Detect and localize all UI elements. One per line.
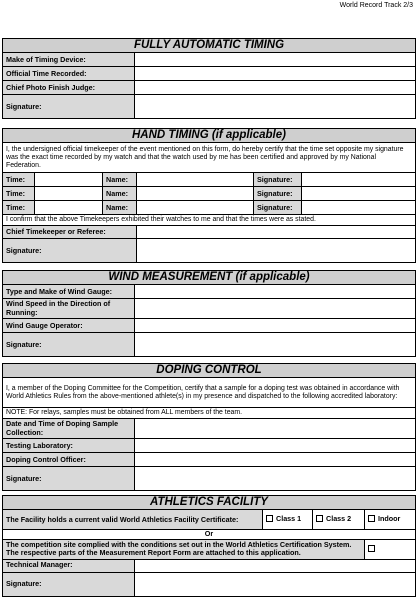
signature-field[interactable] <box>302 187 416 201</box>
class-1-option[interactable]: Class 1 <box>266 515 301 523</box>
athletics-facility-section <box>2 495 416 597</box>
hand-timing-section <box>2 128 416 263</box>
fully-automatic-timing-section <box>2 38 416 119</box>
wind-gauge-operator-field[interactable] <box>135 319 416 333</box>
section-title: WIND MEASUREMENT (if applicable) <box>3 271 416 285</box>
section-title: DOPING CONTROL <box>3 364 416 378</box>
wind-signature-label: Signature: <box>3 333 135 357</box>
name-field[interactable] <box>137 201 254 215</box>
wind-speed-label: Wind Speed in the Direction of Running: <box>3 299 135 319</box>
name-label: Name: <box>103 201 137 215</box>
time-label: Time: <box>3 187 35 201</box>
class-1-checkbox[interactable] <box>266 515 273 522</box>
chief-timekeeper-field[interactable] <box>137 226 416 239</box>
sample-collection-field[interactable] <box>135 419 416 439</box>
doping-intro: I, a member of the Doping Committee for the Competition, certify that a sample for a doping test was obtained in accordance with World Athletics Rules from the above-mentioned athlete(s) in my presence and dispatched to the following accredited laboratory: <box>3 378 416 408</box>
time-label: Time: <box>3 173 35 187</box>
wind-gauge-type-label: Type and Make of Wind Gauge: <box>3 285 135 299</box>
class-2-checkbox[interactable] <box>316 515 323 522</box>
signature-field[interactable] <box>302 201 416 215</box>
doping-officer-label: Doping Control Officer: <box>3 453 135 467</box>
facility-certificate-label: The Facility holds a current valid World Athletics Facility Certificate: <box>3 510 263 530</box>
timing-device-field[interactable] <box>135 53 416 67</box>
photo-finish-judge-label: Chief Photo Finish Judge: <box>3 81 135 95</box>
section-title: FULLY AUTOMATIC TIMING <box>3 39 416 53</box>
name-field[interactable] <box>137 187 254 201</box>
hand-timing-intro: I, the undersigned official timekeeper of the event mentioned on this form, do hereby certify that the time set opposite my signature was the exact time recorded by my watch and that the watch used by me has been certified and approved by my National Federation. <box>3 143 416 173</box>
hand-signature-label: Signature: <box>3 239 137 263</box>
technical-manager-field[interactable] <box>135 559 416 572</box>
hand-signature-field[interactable] <box>137 239 416 263</box>
time-label: Time: <box>3 201 35 215</box>
doping-relay-note: NOTE: For relays, samples must be obtained from ALL members of the team. <box>3 408 416 419</box>
signature-label: Signature: <box>254 187 302 201</box>
doping-officer-field[interactable] <box>135 453 416 467</box>
photo-finish-judge-field[interactable] <box>135 81 416 95</box>
indoor-option[interactable]: Indoor <box>368 515 400 523</box>
time-field[interactable] <box>35 187 103 201</box>
section-title: HAND TIMING (if applicable) <box>3 129 416 143</box>
time-field[interactable] <box>35 201 103 215</box>
fat-signature-label: Signature: <box>3 95 135 119</box>
name-label: Name: <box>103 187 137 201</box>
timekeeper-confirmation: I confirm that the above Timekeepers exhibited their watches to me and that the times were as stated. <box>3 215 416 226</box>
name-field[interactable] <box>137 173 254 187</box>
technical-manager-label: Technical Manager: <box>3 559 135 572</box>
time-field[interactable] <box>35 173 103 187</box>
chief-timekeeper-label: Chief Timekeeper or Referee: <box>3 226 137 239</box>
wind-speed-field[interactable] <box>135 299 416 319</box>
facility-signature-field[interactable] <box>135 572 416 596</box>
site-compliance-checkbox[interactable] <box>368 545 375 552</box>
indoor-checkbox[interactable] <box>368 515 375 522</box>
wind-gauge-operator-label: Wind Gauge Operator: <box>3 319 135 333</box>
sample-collection-label: Date and Time of Doping Sample Collection: <box>3 419 135 439</box>
testing-laboratory-field[interactable] <box>135 439 416 453</box>
wind-measurement-section <box>2 270 416 357</box>
site-compliance-label: The competition site complied with the conditions set out in the World Athletics Certification System. The respective parts of the Measurement Report Form are attached to this application. <box>3 539 365 559</box>
doping-signature-label: Signature: <box>3 467 135 491</box>
name-label: Name: <box>103 173 137 187</box>
section-title: ATHLETICS FACILITY <box>3 496 416 510</box>
official-time-field[interactable] <box>135 67 416 81</box>
facility-signature-label: Signature: <box>3 572 135 596</box>
doping-control-section <box>2 363 416 491</box>
signature-field[interactable] <box>302 173 416 187</box>
wind-signature-field[interactable] <box>135 333 416 357</box>
official-time-label: Official Time Recorded: <box>3 67 135 81</box>
timing-device-label: Make of Timing Device: <box>3 53 135 67</box>
or-separator: Or <box>3 530 416 539</box>
testing-laboratory-label: Testing Laboratory: <box>3 439 135 453</box>
signature-label: Signature: <box>254 201 302 215</box>
class-2-option[interactable]: Class 2 <box>316 515 351 523</box>
fat-signature-field[interactable] <box>135 95 416 119</box>
wind-gauge-type-field[interactable] <box>135 285 416 299</box>
doping-signature-field[interactable] <box>135 467 416 491</box>
page-header: World Record Track 2/3 <box>339 2 413 9</box>
signature-label: Signature: <box>254 173 302 187</box>
